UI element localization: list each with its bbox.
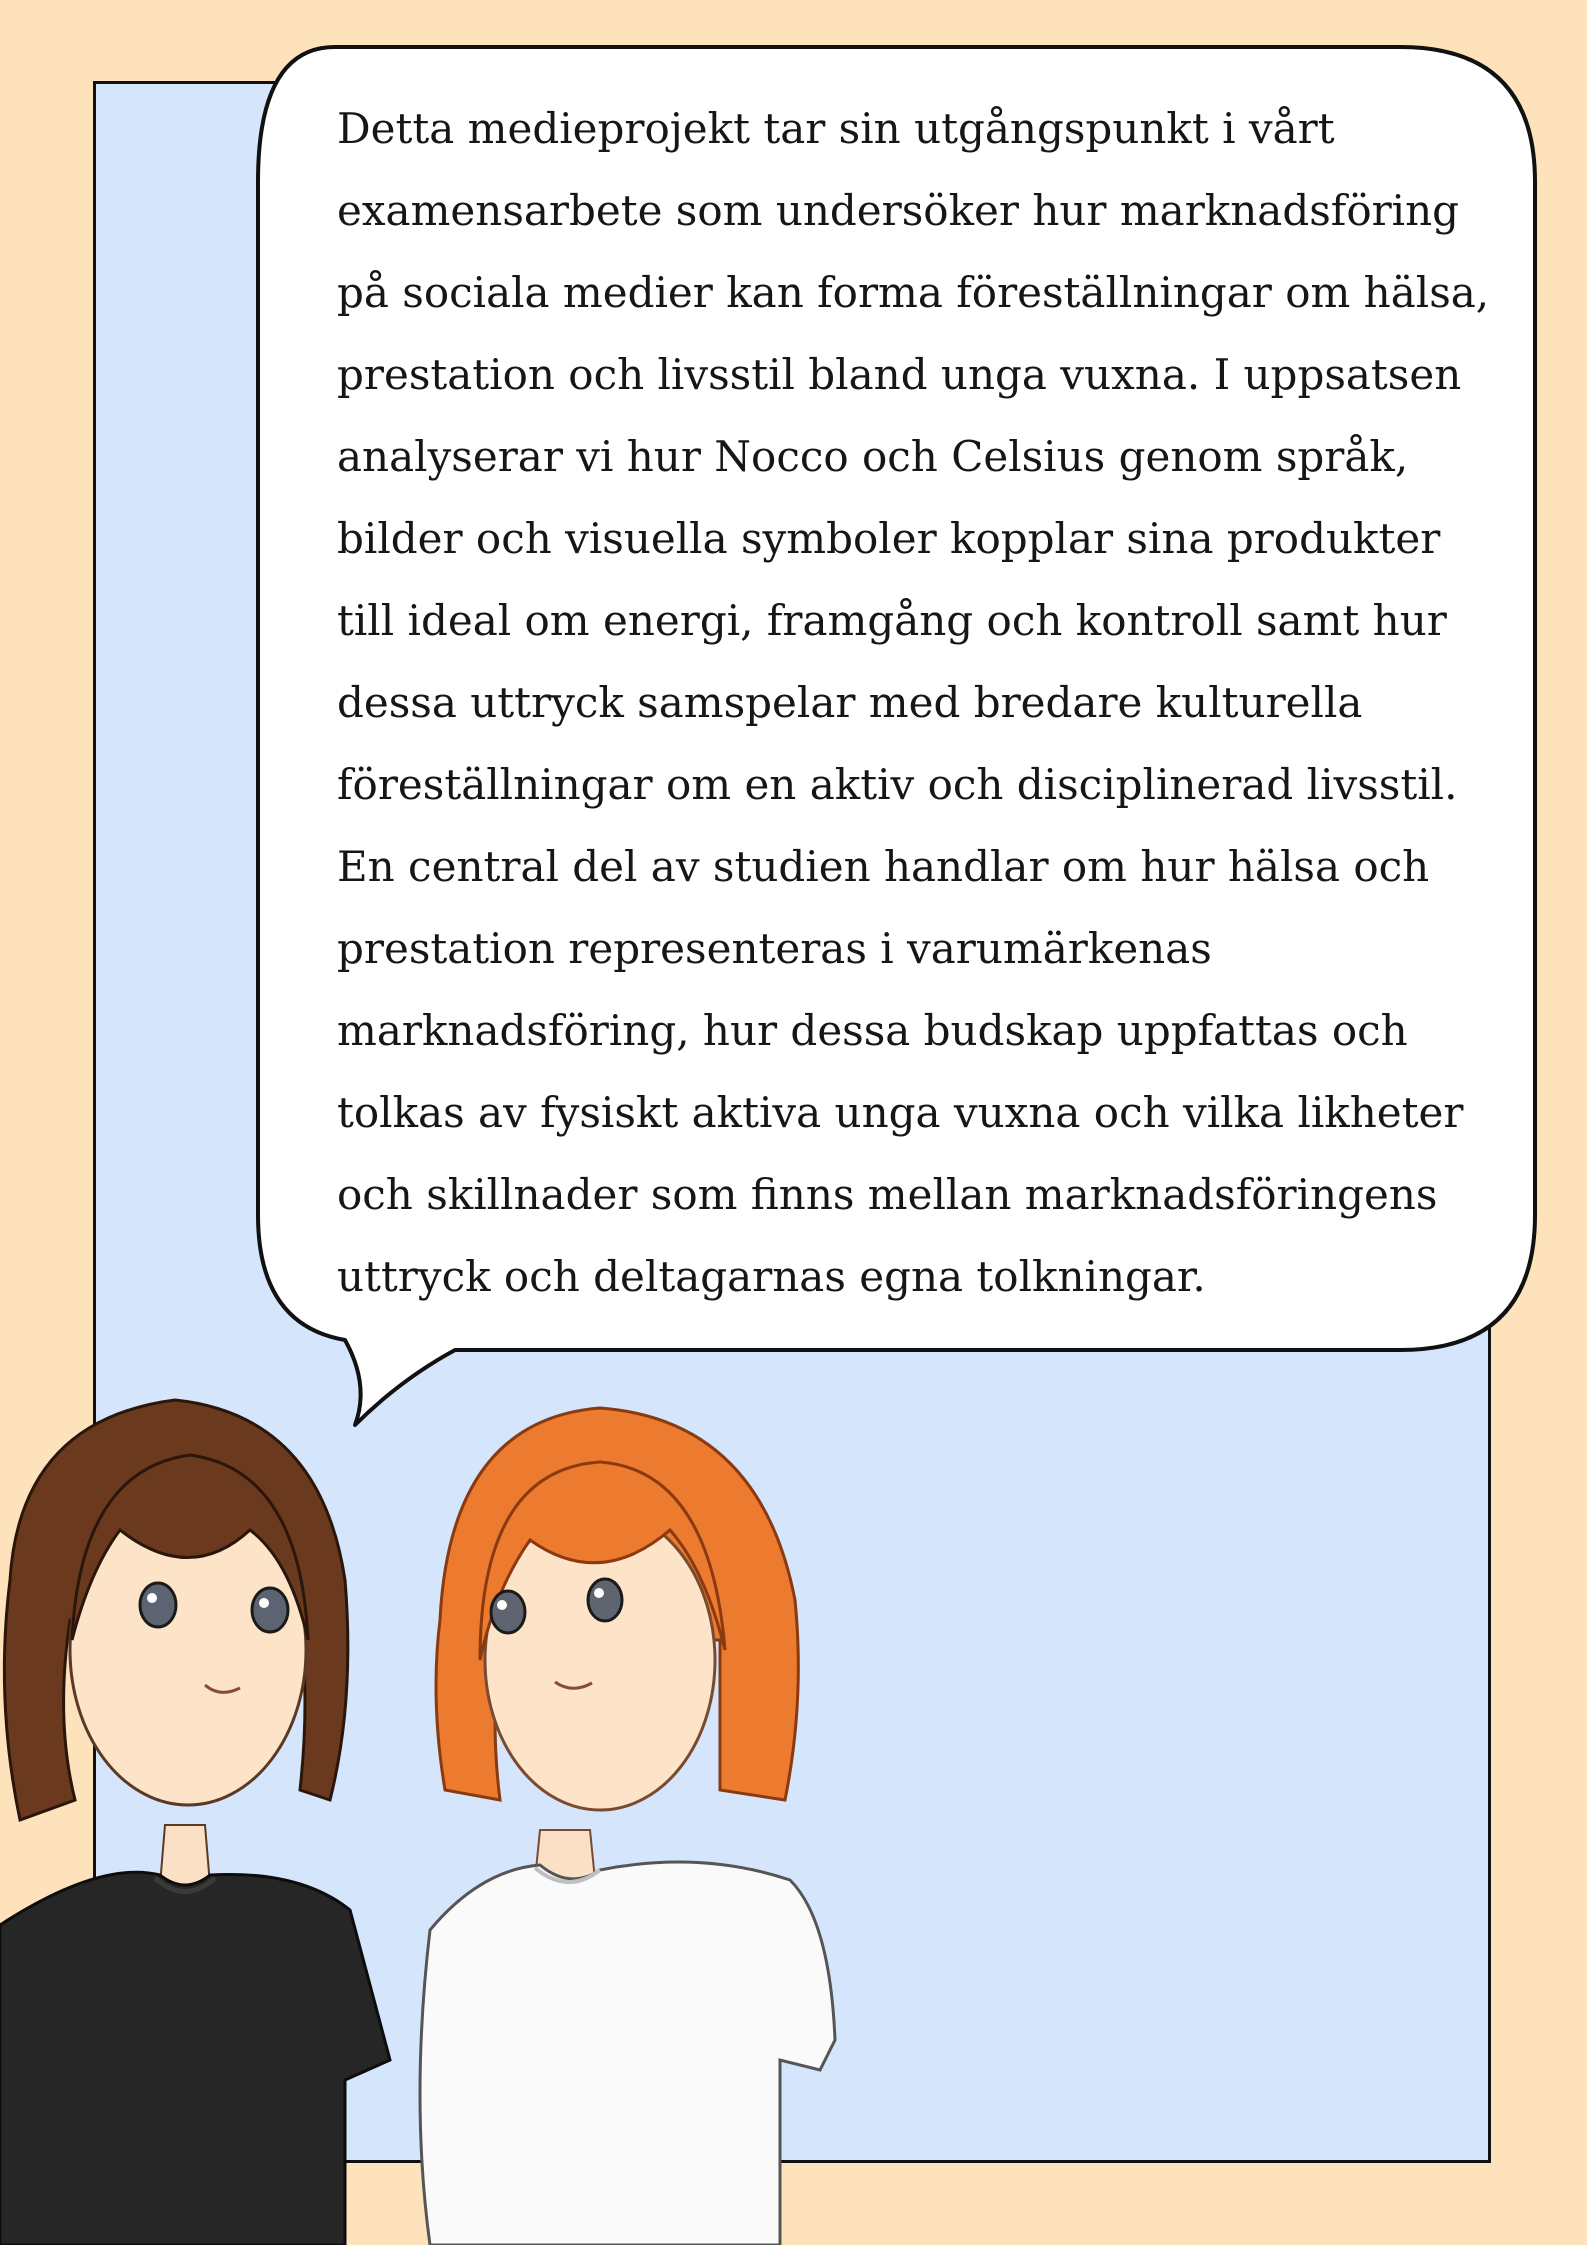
speech-bubble-text xyxy=(337,88,1490,1318)
bubble-line: på sociala medier kan forma föreställningar om hälsa, xyxy=(337,268,1490,317)
characters-illustration xyxy=(0,1380,1587,2245)
brown-haired-girl xyxy=(0,1400,390,2245)
bubble-line: uttryck och deltagarnas egna tolkningar. xyxy=(337,1252,1206,1301)
bubble-line: till ideal om energi, framgång och kontroll samt hur xyxy=(337,596,1447,645)
bubble-line: bilder och visuella symboler kopplar sina produkter xyxy=(337,514,1441,563)
bubble-line: En central del av studien handlar om hur hälsa och xyxy=(337,842,1430,891)
bubble-line: examensarbete som undersöker hur marknadsföring xyxy=(337,186,1460,235)
bubble-line: och skillnader som finns mellan marknadsföringens xyxy=(337,1170,1438,1219)
bubble-line: dessa uttryck samspelar med bredare kulturella xyxy=(337,678,1363,727)
bubble-line: prestation och livsstil bland unga vuxna. I uppsatsen xyxy=(337,350,1462,399)
bubble-line: tolkas av fysiskt aktiva unga vuxna och vilka likheter xyxy=(337,1088,1464,1137)
orange-haired-girl xyxy=(420,1408,835,2245)
bubble-line: Detta medieprojekt tar sin utgångspunkt i vårt xyxy=(337,104,1335,153)
bubble-line: prestation representeras i varumärkenas xyxy=(337,924,1212,973)
bubble-line: analyserar vi hur Nocco och Celsius genom språk, xyxy=(337,432,1409,481)
bubble-line: föreställningar om en aktiv och disciplinerad livsstil. xyxy=(337,760,1458,809)
bubble-line: marknadsföring, hur dessa budskap uppfattas och xyxy=(337,1006,1408,1055)
